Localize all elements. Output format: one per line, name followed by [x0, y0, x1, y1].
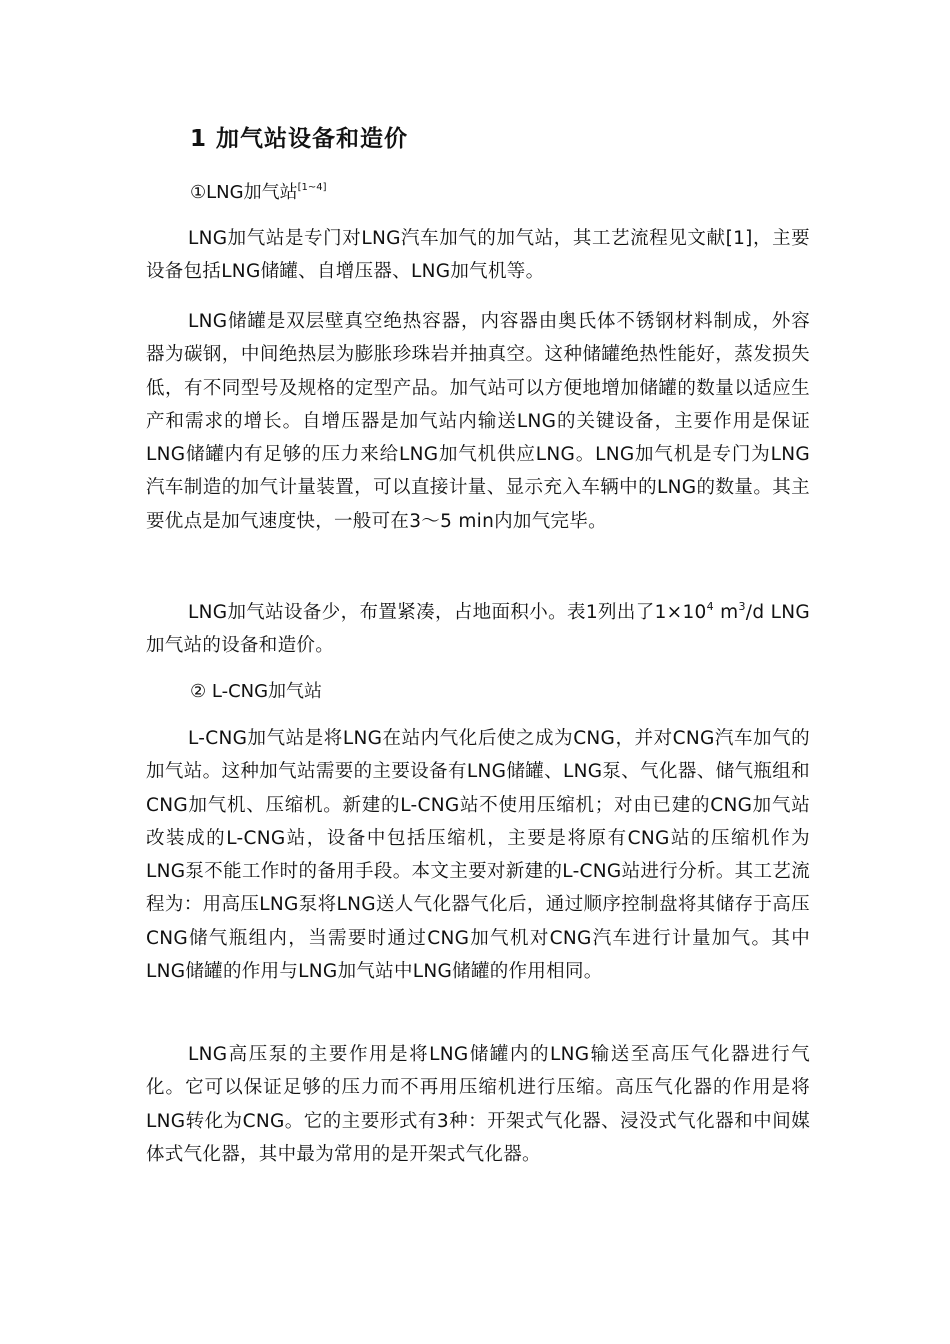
- paragraph-lng-station-intro: LNG加气站是专门对LNG汽车加气的加气站，其工艺流程见文献[1]，主要设备包括LNG储罐、自增压器、LNG加气机等。: [146, 228, 810, 283]
- paragraph-text: m: [713, 602, 739, 623]
- paragraph-lng-cost: [146, 590, 810, 663]
- reference-citation: [1~4]: [297, 182, 327, 193]
- paragraph-lng-equipment: LNG储罐是双层壁真空绝热容器，内容器由奥氏体不锈钢材料制成，外容器为碳钢，中间绝热层为膨胀珍珠岩并抽真空。这种储罐绝热性能好，蒸发损失低，有不同型号及规格的定型产品。加气站可以方便地增加储罐的数量以适应生产和需求的增长。自增压器是加气站内输送LNG的关键设备，主要作用是保证LNG储罐内有足够的压力来给LNG加气机供应LNG。LNG加气机是专门为LNG汽车制造的加气计量装置，可以直接计量、显示充入车辆中的LNG的数量。其主要优点是加气速度快，一般可在3～5 min内加气完毕。: [146, 311, 810, 532]
- paragraph-text: /d LNG加气站的设备和造价。: [146, 602, 810, 657]
- superscript-unit: 3: [738, 600, 746, 613]
- superscript-exponent: 4: [706, 600, 714, 613]
- subheading-lng-station: [190, 178, 326, 204]
- paragraph-text: LNG加气站设备少，布置紧凑，占地面积小。表1列出了1×10: [188, 602, 707, 623]
- paragraph-lcng-station: L-CNG加气站是将LNG在站内气化后使之成为CNG，并对CNG汽车加气的加气站。这种加气站需要的主要设备有LNG储罐、LNG泵、气化器、储气瓶组和CNG加气机、压缩机。新建的L-CNG站不使用压缩机；对由已建的CNG加气站改装成的L-CNG站，设备中包括压缩机，主要是将原有CNG站的压缩机作为LNG泵不能工作时的备用手段。本文主要对新建的L-CNG站进行分析。其工艺流程为：用高压LNG泵将LNG送人气化器气化后，通过顺序控制盘将其储存于高压CNG储气瓶组内，当需要时通过CNG加气机对CNG汽车进行计量加气。其中LNG储罐的作用与LNG加气站中LNG储罐的作用相同。: [146, 728, 810, 983]
- paragraph-lng-pump: LNG高压泵的主要作用是将LNG储罐内的LNG输送至高压气化器进行气化。它可以保证足够的压力而不再用压缩机进行压缩。高压气化器的作用是将LNG转化为CNG。它的主要形式有3种：开架式气化器、浸没式气化器和中间媒体式气化器，其中最为常用的是开架式气化器。: [146, 1044, 810, 1165]
- section-heading: 1 加气站设备和造价: [190, 126, 409, 152]
- subheading-lcng-station: ② L-CNG加气站: [190, 681, 323, 702]
- subheading-label: ①LNG加气站: [190, 182, 298, 203]
